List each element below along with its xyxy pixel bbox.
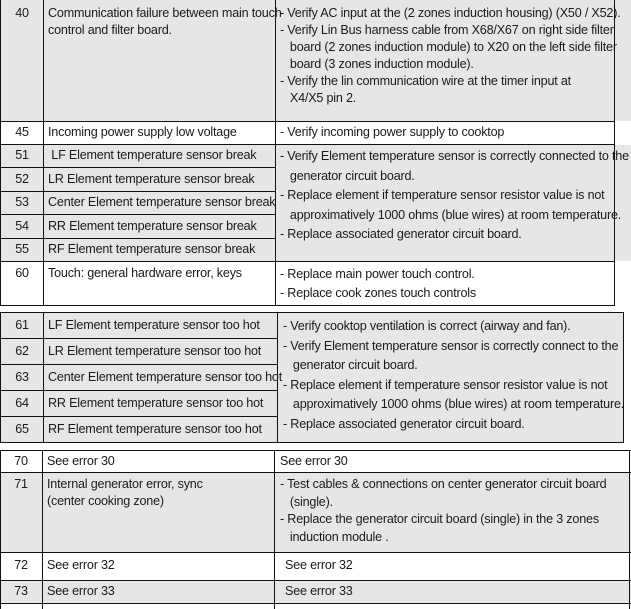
corrective-action: - Verify Element temperature sensor is correctly connected to the generator circuit board. - Replace element if temperature sensor resistor value is not approximatively 1000 ohms (blue wires) at room temperature. - Replace associated generator circuit board. bbox=[280, 149, 629, 241]
error-code: 52 bbox=[15, 172, 29, 186]
error-code: 55 bbox=[15, 242, 29, 256]
error-description: LR Element temperature sensor too hot bbox=[48, 344, 262, 358]
error-description: Incoming power supply low voltage bbox=[48, 125, 237, 139]
error-code: 45 bbox=[15, 125, 29, 139]
error-description: LR Element temperature sensor break bbox=[48, 172, 255, 186]
error-code: 65 bbox=[15, 422, 29, 436]
error-code: 71 bbox=[14, 477, 28, 491]
error-code: 61 bbox=[15, 318, 29, 332]
error-description: Center Element temperature sensor too hot bbox=[48, 370, 283, 384]
corrective-action: - Verify AC input at the (2 zones induction housing) (X50 / X52). - Verify Lin Bus harness cable from X68/X67 on right side filter board (2 zones induction module) to X20 on the left side filter board (3 zones induction module). - Verify the lin communication wire at the timer input at X4/X5 pin 2. bbox=[280, 6, 621, 105]
error-code: 40 bbox=[15, 6, 29, 20]
error-description: RR Element temperature sensor too hot bbox=[48, 396, 264, 410]
error-code: 73 bbox=[14, 584, 28, 598]
error-description: LF Element temperature sensor too hot bbox=[48, 318, 260, 332]
error-description: Center Element temperature sensor break bbox=[48, 195, 276, 209]
error-description: Touch: general hardware error, keys bbox=[48, 266, 242, 280]
error-description: LF Element temperature sensor break bbox=[48, 148, 257, 162]
error-description: See error 32 bbox=[47, 558, 115, 572]
corrective-action: See error 33 bbox=[285, 584, 353, 598]
error-code: 64 bbox=[15, 396, 29, 410]
error-description: See error 30 bbox=[47, 454, 115, 468]
corrective-action: - Test cables & connections on center generator circuit board (single). - Replace the generator circuit board (single) in the 3 zones induction module . bbox=[280, 477, 607, 544]
corrective-action: - Replace main power touch control. - Replace cook zones touch controls bbox=[280, 267, 477, 300]
error-code: 54 bbox=[15, 219, 29, 233]
error-code: 70 bbox=[14, 454, 28, 468]
error-description: RR Element temperature sensor break bbox=[48, 219, 257, 233]
error-description: RF Element temperature sensor break bbox=[48, 242, 256, 256]
error-code: 72 bbox=[14, 558, 28, 572]
error-code: 51 bbox=[15, 148, 29, 162]
corrective-action: See error 32 bbox=[285, 558, 353, 572]
error-description: Communication failure between main touch control and filter board. bbox=[48, 6, 282, 37]
corrective-action: - Verify cooktop ventilation is correct (airway and fan). - Verify Element temperature sensor is correctly connect to the generator circuit board. - Replace element if temperature sensor resistor value is not approximatively 1000 ohms (blue wires) at room temperature. - Replace associated generator circuit board. bbox=[283, 319, 625, 431]
corrective-action: See error 30 bbox=[280, 454, 348, 468]
corrective-action: - Verify incoming power supply to cooktop bbox=[280, 125, 505, 139]
error-code: 62 bbox=[15, 344, 29, 358]
error-code: 53 bbox=[15, 195, 29, 209]
error-code: 60 bbox=[15, 266, 29, 280]
error-code: 63 bbox=[15, 370, 29, 384]
error-description: See error 33 bbox=[47, 584, 115, 598]
error-description: Internal generator error, sync (center cooking zone) bbox=[47, 477, 203, 508]
error-description: RF Element temperature sensor too hot bbox=[48, 422, 262, 436]
